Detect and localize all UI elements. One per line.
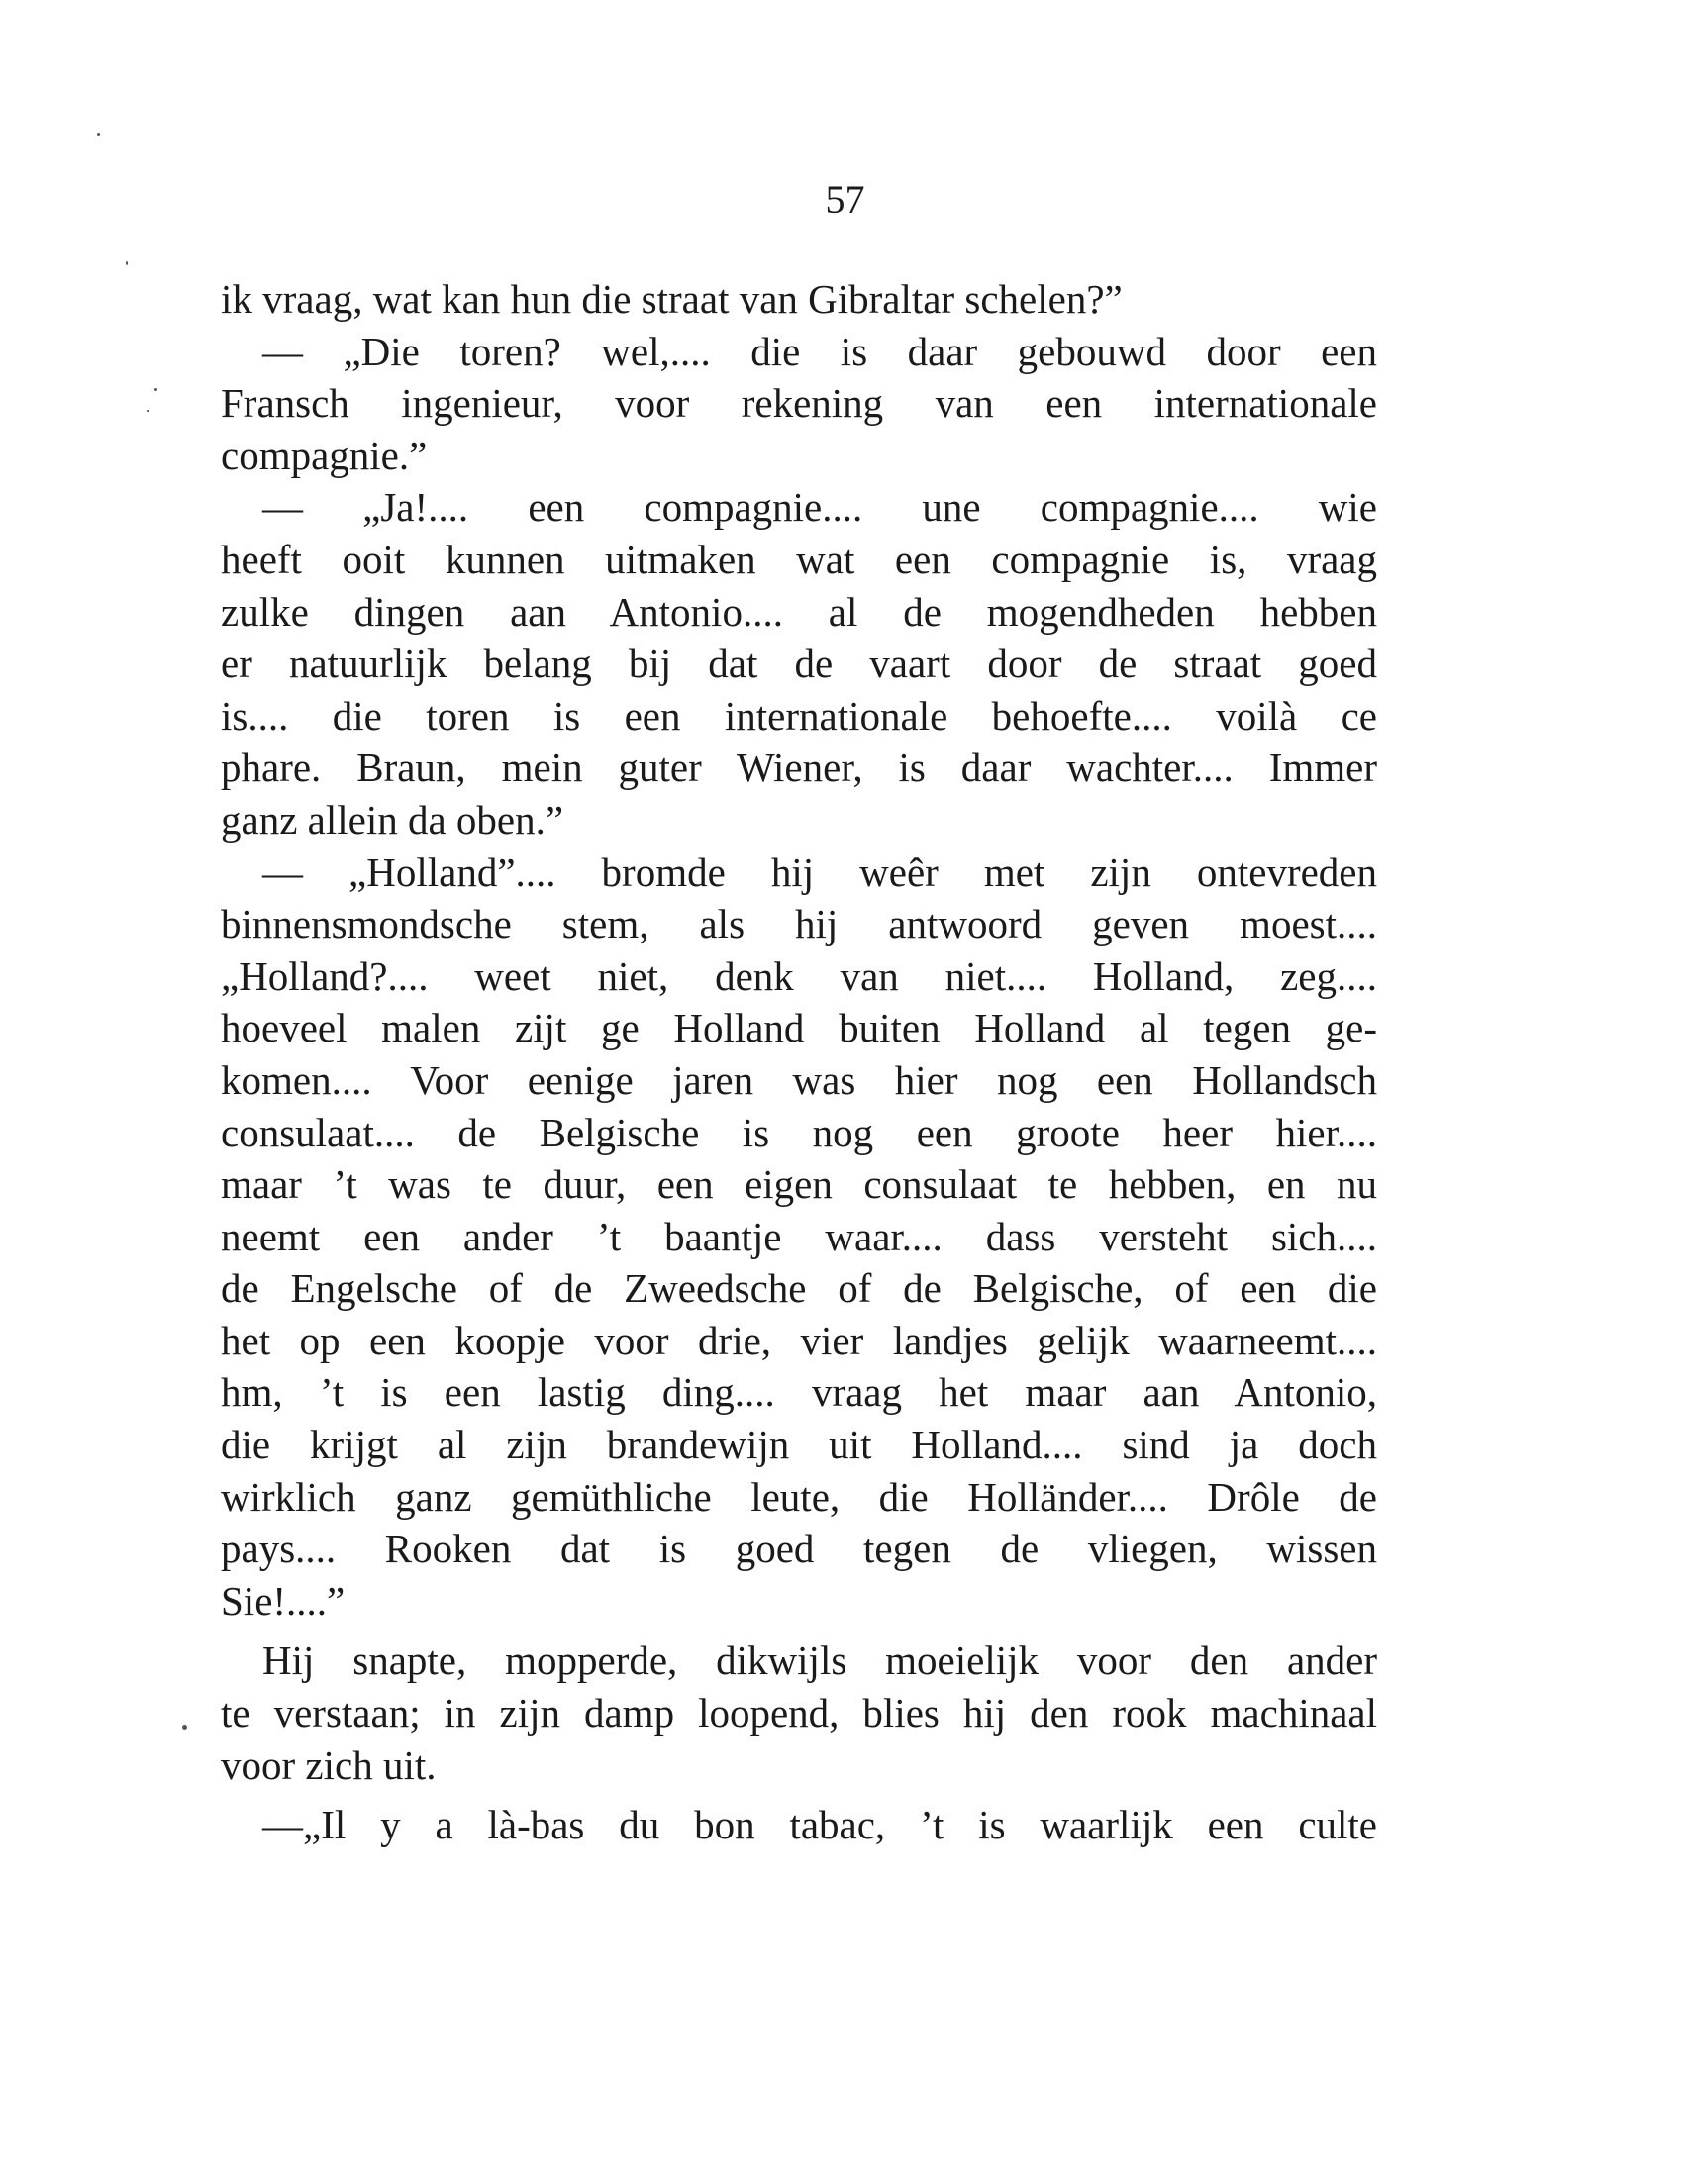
text-line: de Engelsche of de Zweedsche of de Belgische, of een die: [221, 1265, 1377, 1312]
text-line: zulke dingen aan Antonio.... al de mogendheden hebben: [221, 588, 1377, 635]
scan-speck: [147, 410, 149, 412]
paragraph: [221, 1799, 1377, 1851]
scan-speck: [97, 133, 100, 136]
text-line: heeft ooit kunnen uitmaken wat een compagnie is, vraag: [221, 536, 1377, 582]
text-line: Sie!....”: [221, 1577, 346, 1624]
text-line: hoeveel malen zijt ge Holland buiten Holland al tegen ge-: [221, 1005, 1377, 1051]
text-line: het op een koopje voor drie, vier landjes gelijk waarneemt....: [221, 1317, 1377, 1363]
text-line: ganz allein da oben.”: [221, 796, 564, 843]
text-line: komen.... Voor eenige jaren was hier nog een Hollandsch: [221, 1056, 1377, 1103]
text-line: — „Holland”.... bromde hij weêr met zijn ontevreden: [262, 848, 1377, 895]
text-line: Hij snapte, mopperde, dikwijls moeielijk voor den ander: [262, 1638, 1377, 1684]
page-number: 57: [825, 177, 865, 222]
paragraph: [221, 1635, 1377, 1791]
text-line: „Holland?.... weet niet, denk van niet.... Holland, zeg....: [221, 952, 1377, 999]
text-line: consulaat.... de Belgische is nog een groote heer hier....: [221, 1109, 1377, 1155]
text-line: — „Die toren? wel,.... die is daar gebouwd door een: [262, 328, 1377, 374]
paragraph-spacer: [221, 1627, 1377, 1635]
text-line: compagnie.”: [221, 432, 428, 478]
text-line: maar ’t was te duur, een eigen consulaat te hebben, en nu: [221, 1161, 1377, 1208]
text-line: voor zich uit.: [221, 1741, 437, 1788]
text-line: hm, ’t is een lastig ding.... vraag het maar aan Antonio,: [221, 1369, 1377, 1416]
text-line: te verstaan; in zijn damp loopend, blies hij den rook machinaal: [221, 1690, 1377, 1737]
text-line: ik vraag, wat kan hun die straat van Gibraltar schelen?”: [221, 276, 1123, 322]
text-line: er natuurlijk belang bij dat de vaart door de straat goed: [221, 641, 1377, 687]
paragraph: [221, 846, 1377, 1628]
paragraph: [221, 326, 1377, 482]
text-line: —„Il y a là-bas du bon tabac, ’t is waarlijk een culte: [262, 1802, 1377, 1848]
body-text: [221, 273, 1377, 1851]
text-line: is.... die toren is een internationale behoefte.... voilà ce: [221, 692, 1377, 739]
text-line: — „Ja!.... een compagnie.... une compagnie.... wie: [262, 484, 1377, 531]
paragraph: [221, 481, 1377, 845]
paragraph-spacer: [221, 1791, 1377, 1799]
text-line: Fransch ingenieur, voor rekening van een internationale: [221, 380, 1377, 427]
text-line: neemt een ander ’t baantje waar.... dass versteht sich....: [221, 1213, 1377, 1259]
text-line: binnensmondsche stem, als hij antwoord geven moest....: [221, 901, 1377, 947]
scan-speck: [126, 261, 128, 265]
text-line: phare. Braun, mein guter Wiener, is daar wachter.... Immer: [221, 745, 1377, 791]
scan-speck: [182, 1725, 187, 1730]
text-line: die krijgt al zijn brandewijn uit Holland.... sind ja doch: [221, 1422, 1377, 1468]
text-line: pays.... Rooken dat is goed tegen de vliegen, wissen: [221, 1526, 1377, 1572]
scan-speck: [154, 388, 157, 391]
text-line: wirklich ganz gemüthliche leute, die Holländer.... Drôle de: [221, 1473, 1377, 1520]
paragraph: [221, 273, 1377, 326]
